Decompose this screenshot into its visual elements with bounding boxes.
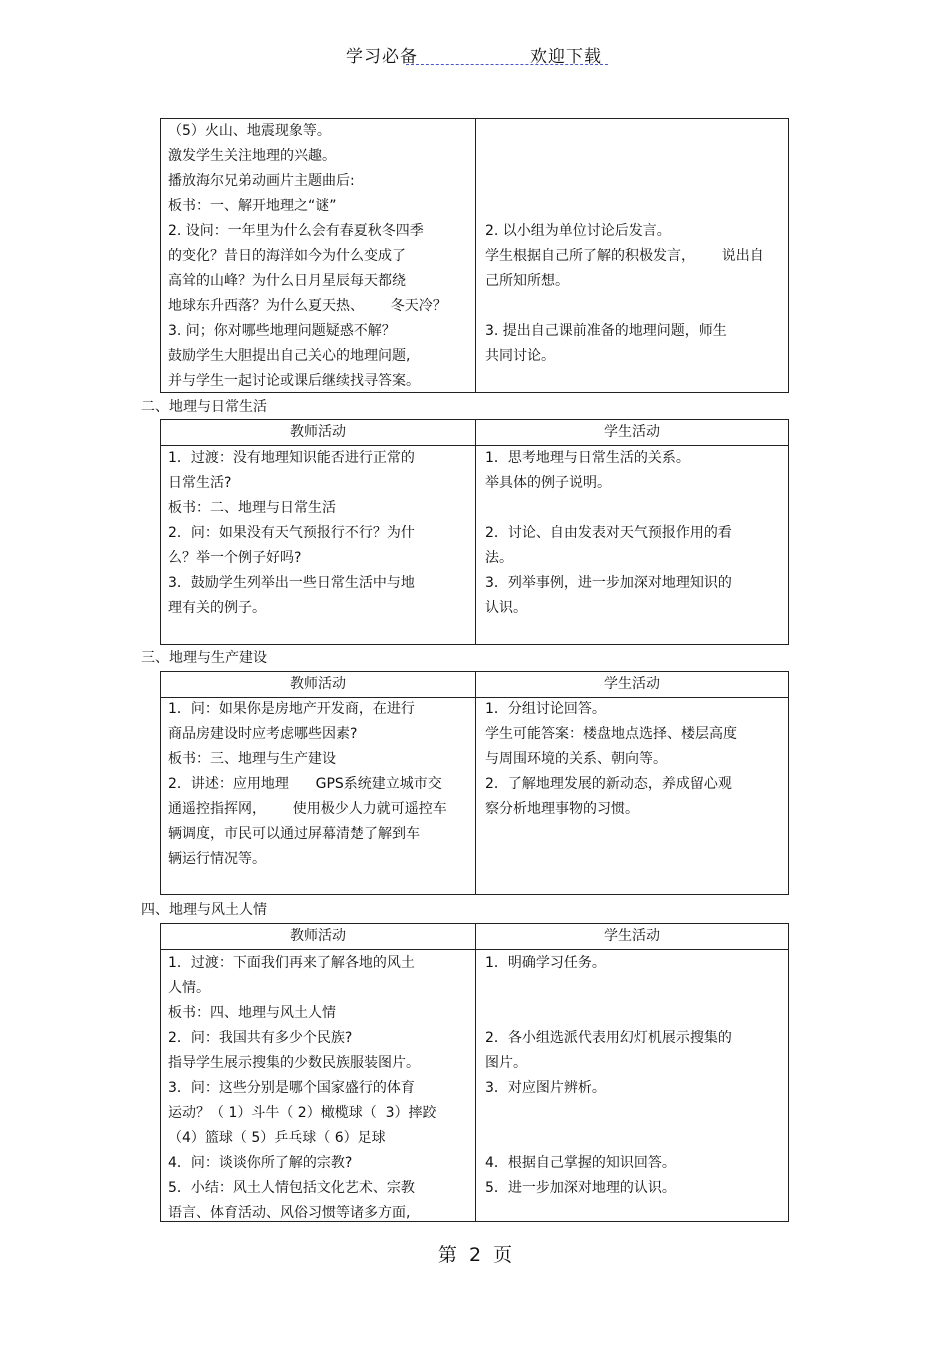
cell-line: 板书：三、地理与生产建设 (168, 751, 336, 767)
student-activity-cell (485, 697, 737, 822)
section-title-customs: 四、地理与风土人情 (141, 902, 267, 918)
cell-line: 5．进一步加深对地理的认识。 (485, 1180, 676, 1196)
page-number: 第 2 页 (437, 1244, 513, 1266)
cell-line: 指导学生展示搜集的少数民族服装图片。 (168, 1055, 420, 1071)
cell-line: 4．根据自己掌握的知识回答。 (485, 1155, 676, 1171)
cell-line: 认识。 (485, 600, 527, 616)
cell-line: 的变化？昔日的海洋如今为什么变成了 (168, 248, 406, 264)
cell-line: 鼓励学生大胆提出自己关心的地理问题, (168, 348, 411, 364)
cell-line: 5．小结：风土人情包括文化艺术、宗教 (168, 1180, 415, 1196)
cell-line: 1．问：如果你是房地产开发商，在进行 (168, 701, 415, 717)
table-customs (160, 923, 789, 1222)
student-activity-cell (485, 951, 732, 1201)
cell-line (485, 144, 764, 169)
cell-line: 1．分组讨论回答。 (485, 701, 606, 717)
cell-line: 日常生活? (168, 475, 232, 491)
table-production (160, 671, 789, 895)
cell-line: 1．过渡：没有地理知识能否进行正常的 (168, 450, 415, 466)
header-right-text: 欢迎下载 (530, 47, 602, 67)
cell-line: 2．了解地理发展的新动态，养成留心观 (485, 776, 732, 792)
cell-line: 3．鼓励学生列举出一些日常生活中与地 (168, 575, 415, 591)
cell-line: 己所知所想。 (485, 273, 569, 289)
cell-line: 学生根据自己所了解的积极发言， 说出自 (485, 248, 764, 264)
teacher-activity-header: 教师活动 (290, 424, 346, 440)
cell-line: 4．问：谈谈你所了解的宗教? (168, 1155, 353, 1171)
table-daily-life (160, 419, 789, 645)
cell-line: 理有关的例子。 (168, 600, 266, 616)
section-title-daily-life: 二、地理与日常生活 (141, 399, 267, 415)
cell-line: 1．思考地理与日常生活的关系。 (485, 450, 690, 466)
cell-line: 辆调度，市民可以通过屏幕清楚了解到车 (168, 826, 420, 842)
student-activity-cell (485, 119, 764, 369)
cell-line: 播放海尔兄弟动画片主题曲后: (168, 173, 355, 189)
cell-line: 图片。 (485, 1055, 527, 1071)
teacher-activity-header: 教师活动 (290, 928, 346, 944)
cell-line: 3．对应图片辨析。 (485, 1080, 606, 1096)
header-left-text: 学习必备 (346, 47, 418, 67)
cell-line: 共同讨论。 (485, 348, 555, 364)
student-activity-cell (485, 446, 732, 621)
cell-line: 3. 提出自己课前准备的地理问题，师生 (485, 323, 727, 339)
cell-line: 2．问：我国共有多少个民族? (168, 1030, 353, 1046)
cell-line (485, 294, 764, 319)
cell-line (485, 496, 732, 521)
cell-line: 高耸的山峰？为什么日月星辰每天都绕 (168, 273, 406, 289)
cell-line: 学生可能答案：楼盘地点选择、楼层高度 (485, 726, 737, 742)
cell-line: 商品房建设时应考虑哪些因素? (168, 726, 358, 742)
cell-line (485, 976, 732, 1001)
student-activity-header: 学生活动 (604, 676, 660, 692)
page-header (346, 42, 608, 66)
cell-line: 地球东升西落？为什么夏天热、 冬天冷？ (168, 298, 447, 314)
cell-line: 辆运行情况等。 (168, 851, 266, 867)
header-dashed-rule (406, 64, 608, 65)
section-title-production: 三、地理与生产建设 (141, 650, 267, 666)
cell-line: 2. 设问：一年里为什么会有春夏秋冬四季 (168, 223, 424, 239)
cell-line: （5）火山、地震现象等。 (168, 123, 331, 139)
cell-line: 1．过渡：下面我们再来了解各地的风土 (168, 955, 415, 971)
cell-line: 1．明确学习任务。 (485, 955, 606, 971)
table-unravel-mystery (160, 118, 789, 393)
teacher-activity-cell (168, 119, 447, 394)
student-activity-header: 学生活动 (604, 928, 660, 944)
cell-line: 板书：一、解开地理之“谜” (168, 198, 337, 214)
teacher-activity-cell (168, 951, 437, 1226)
cell-line: 板书：二、地理与日常生活 (168, 500, 336, 516)
cell-line: 2．问：如果没有天气预报行不行？为什 (168, 525, 415, 541)
cell-line: 3．列举事例，进一步加深对地理知识的 (485, 575, 732, 591)
cell-line: （4）篮球（ 5）乒乓球（ 6）足球 (168, 1130, 386, 1146)
cell-line (485, 1001, 732, 1026)
cell-line (485, 1126, 732, 1151)
cell-line: 法。 (485, 550, 513, 566)
cell-line: 板书：四、地理与风土人情 (168, 1005, 336, 1021)
cell-line: 并与学生一起讨论或课后继续找寻答案。 (168, 373, 420, 389)
cell-line: 2．讲述：应用地理 GPS系统建立城市交 (168, 776, 442, 792)
teacher-activity-header: 教师活动 (290, 676, 346, 692)
cell-line: 运动？（ 1）斗牛（ 2）橄榄球（ 3）摔跤 (168, 1105, 437, 1121)
cell-line (485, 169, 764, 194)
cell-line: 3. 问；你对哪些地理问题疑惑不解？ (168, 323, 396, 339)
cell-line: 激发学生关注地理的兴趣。 (168, 148, 336, 164)
cell-line: 语言、体育活动、风俗习惯等诸多方面, (168, 1205, 411, 1221)
cell-line (485, 194, 764, 219)
teacher-activity-cell (168, 446, 415, 621)
cell-line: 察分析地理事物的习惯。 (485, 801, 639, 817)
cell-line: 人情。 (168, 980, 210, 996)
cell-line: 举具体的例子说明。 (485, 475, 611, 491)
cell-line: 2. 以小组为单位讨论后发言。 (485, 223, 671, 239)
student-activity-header: 学生活动 (604, 424, 660, 440)
cell-line: 3．问：这些分别是哪个国家盛行的体育 (168, 1080, 415, 1096)
cell-line: 2．各小组选派代表用幻灯机展示搜集的 (485, 1030, 732, 1046)
teacher-activity-cell (168, 697, 447, 872)
cell-line (485, 119, 764, 144)
cell-line: 2．讨论、自由发表对天气预报作用的看 (485, 525, 732, 541)
cell-line: 与周围环境的关系、朝向等。 (485, 751, 667, 767)
cell-line: 通遥控指挥网， 使用极少人力就可遥控车 (168, 801, 447, 817)
cell-line: 么？举一个例子好吗? (168, 550, 302, 566)
cell-line (485, 1101, 732, 1126)
